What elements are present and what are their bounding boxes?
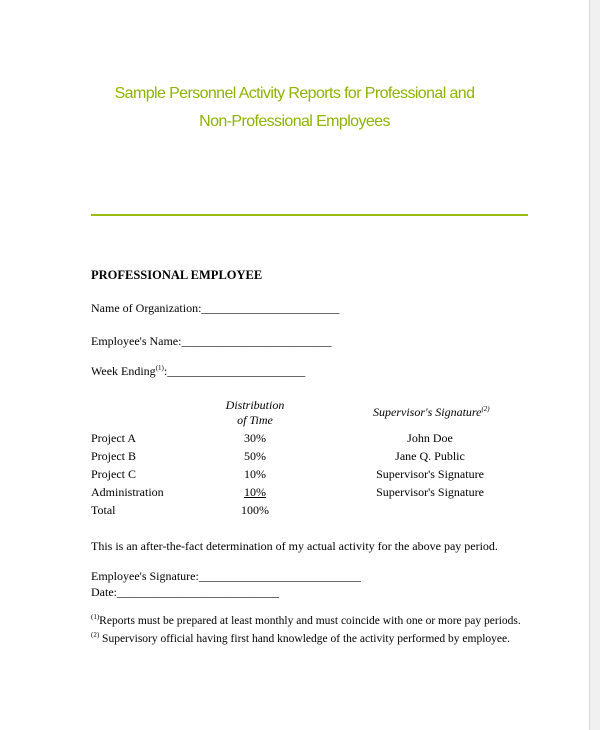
footnote-1-text: Reports must be prepared at least monthly and must coincide with one or more pay periods. [99,615,521,627]
row-name: Project A [91,431,136,445]
row-signature: Supervisor's Signature [376,467,484,481]
organization-blank[interactable]: _______________________ [201,301,340,315]
footnote-ref-2: (2) [481,405,490,413]
organization-field [91,301,339,316]
row-percent: 10% [244,485,266,499]
row-signature: John Doe [407,431,453,445]
footnote-2 [91,631,510,645]
week-ending-field [91,364,305,379]
row-name: Project B [91,449,136,463]
employee-signature-blank[interactable]: ___________________________ [198,569,361,583]
row-percent-total: 100% [241,503,269,517]
employee-name-field [91,334,331,349]
footnote-1-mark: (1) [91,613,100,621]
row-name-total: Total [91,503,116,517]
signature-header-label: Supervisor's Signature [373,405,482,419]
row-name: Administration [91,485,164,499]
document-title-line-1: Sample Personnel Activity Reports for Professional and [114,85,475,102]
row-signature: Supervisor's Signature [376,485,484,499]
title-divider [91,214,528,216]
document-title-line-2: Non-Professional Employees [199,113,390,130]
employee-name-blank[interactable]: _________________________ [181,334,332,348]
row-percent: 30% [244,431,266,445]
certification-statement: This is an after-the-fact determination of my actual activity for the above pay period. [91,539,498,553]
footnote-ref-1: (1) [155,364,164,372]
signature-header [373,405,490,420]
employee-signature-field [91,569,361,584]
date-blank[interactable]: ___________________________ [117,585,279,599]
footnote-1 [91,613,521,627]
distribution-header-line-1: Distribution [225,398,285,412]
row-percent: 50% [244,449,266,463]
employee-signature-label: Employee's Signature: [91,569,199,583]
row-signature: Jane Q. Public [395,449,465,463]
week-ending-label: Week Ending [91,364,156,378]
week-ending-blank[interactable]: _______________________ [167,364,306,378]
row-name: Project C [91,467,136,481]
date-field [91,585,279,600]
row-percent: 10% [244,467,266,481]
footnote-2-text: Supervisory official having first hand knowledge of the activity performed by employee. [99,633,510,645]
section-heading: PROFESSIONAL EMPLOYEE [91,268,263,282]
distribution-header-line-2: of Time [237,413,273,427]
footnote-2-mark: (2) [91,631,100,639]
week-ending-colon: : [163,364,168,378]
date-label: Date: [91,585,117,599]
employee-name-label: Employee's Name: [91,334,182,348]
organization-label: Name of Organization: [91,301,202,315]
